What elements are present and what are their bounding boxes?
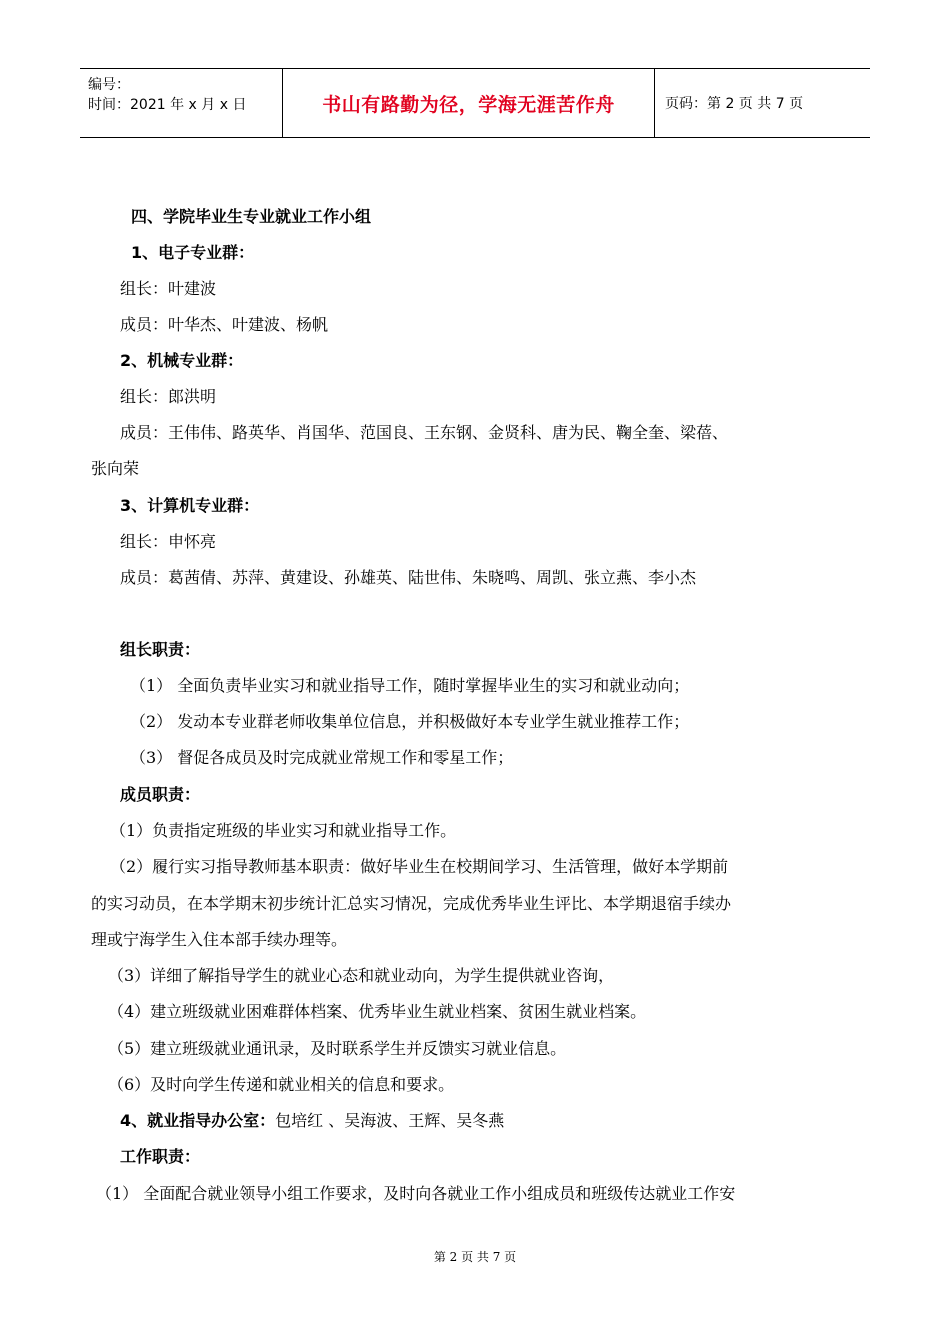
work-duty-title: 工作职责： xyxy=(120,1147,201,1166)
member-duty-item: （1）负责指定班级的毕业实习和就业指导工作。 xyxy=(110,821,457,840)
member-duty-item: （4）建立班级就业困难群体档案、优秀毕业生就业档案、贫困生就业档案。 xyxy=(108,1002,647,1021)
member-duty-item: （5）建立班级就业通讯录，及时联系学生并反馈实习就业信息。 xyxy=(108,1039,567,1058)
member-duty-item-continued: 的实习动员，在本学期末初步统计汇总实习情况，完成优秀毕业生评比、本学期退宿手续办 xyxy=(91,894,732,913)
group-1-title: 1、电子专业群： xyxy=(131,243,255,262)
member-duty-item: （2）履行实习指导教师基本职责：做好毕业生在校期间学习、生活管理，做好本学期前 xyxy=(110,857,729,876)
group-3-leader: 组长：申怀亮 xyxy=(120,532,217,551)
group-2-title: 2、机械专业群： xyxy=(120,351,244,370)
header-page-cell xyxy=(655,69,870,137)
leader-duty-item: （3） 督促各成员及时完成就业常规工作和零星工作； xyxy=(130,748,514,767)
leader-duty-item: （1） 全面负责毕业实习和就业指导工作，随时掌握毕业生的实习和就业动向； xyxy=(130,676,690,695)
group-2-leader: 组长：郎洪明 xyxy=(120,387,217,406)
employment-office-line xyxy=(120,1110,504,1132)
group-1-leader: 组长：叶建波 xyxy=(120,279,217,298)
header-meta-cell xyxy=(80,69,283,137)
leader-duty-title: 组长职责： xyxy=(120,640,201,659)
section-title: 四、学院毕业生专业就业工作小组 xyxy=(131,207,372,226)
group-1-members: 成员：叶华杰、叶建波、杨帆 xyxy=(120,315,329,334)
employment-office-label: 4、就业指导办公室： xyxy=(120,1111,276,1130)
member-duty-item-continued: 理或宁海学生入住本部手续办理等。 xyxy=(91,930,348,949)
work-duty-item: （1） 全面配合就业领导小组工作要求，及时向各就业工作小组成员和班级传达就业工作安 xyxy=(96,1184,736,1203)
document-date: 时间：2021 年 x 月 x 日 xyxy=(88,97,247,113)
member-duty-item: （3）详细了解指导学生的就业心态和就业动向，为学生提供就业咨询， xyxy=(108,966,615,985)
leader-duty-item: （2） 发动本专业群老师收集单位信息，并积极做好本专业学生就业推荐工作； xyxy=(130,712,690,731)
member-duty-item: （6）及时向学生传递和就业相关的信息和要求。 xyxy=(108,1075,455,1094)
group-3-title: 3、计算机专业群： xyxy=(120,496,260,515)
group-2-members-line-2: 张向荣 xyxy=(91,459,140,478)
header-motto: 书山有路勤为径，学海无涯苦作舟 xyxy=(322,93,615,116)
member-duty-title: 成员职责： xyxy=(120,785,201,804)
page-header xyxy=(80,68,870,138)
header-motto-cell xyxy=(283,69,655,137)
page-footer: 第 2 页 共 7 页 xyxy=(433,1250,517,1264)
group-3-members: 成员：葛茜倩、苏萍、黄建设、孙雄英、陆世伟、朱晓鸣、周凯、张立燕、李小杰 xyxy=(120,568,697,587)
group-2-members-line-1: 成员：王伟伟、路英华、肖国华、范国良、王东钢、金贤科、唐为民、鞠全奎、梁蓓、 xyxy=(120,423,729,442)
header-page-info: 页码：第 2 页 共 7 页 xyxy=(665,96,804,112)
employment-office-members: 包培红 、吴海波、王辉、吴冬燕 xyxy=(275,1111,505,1130)
document-number-label: 编号： xyxy=(88,77,130,93)
